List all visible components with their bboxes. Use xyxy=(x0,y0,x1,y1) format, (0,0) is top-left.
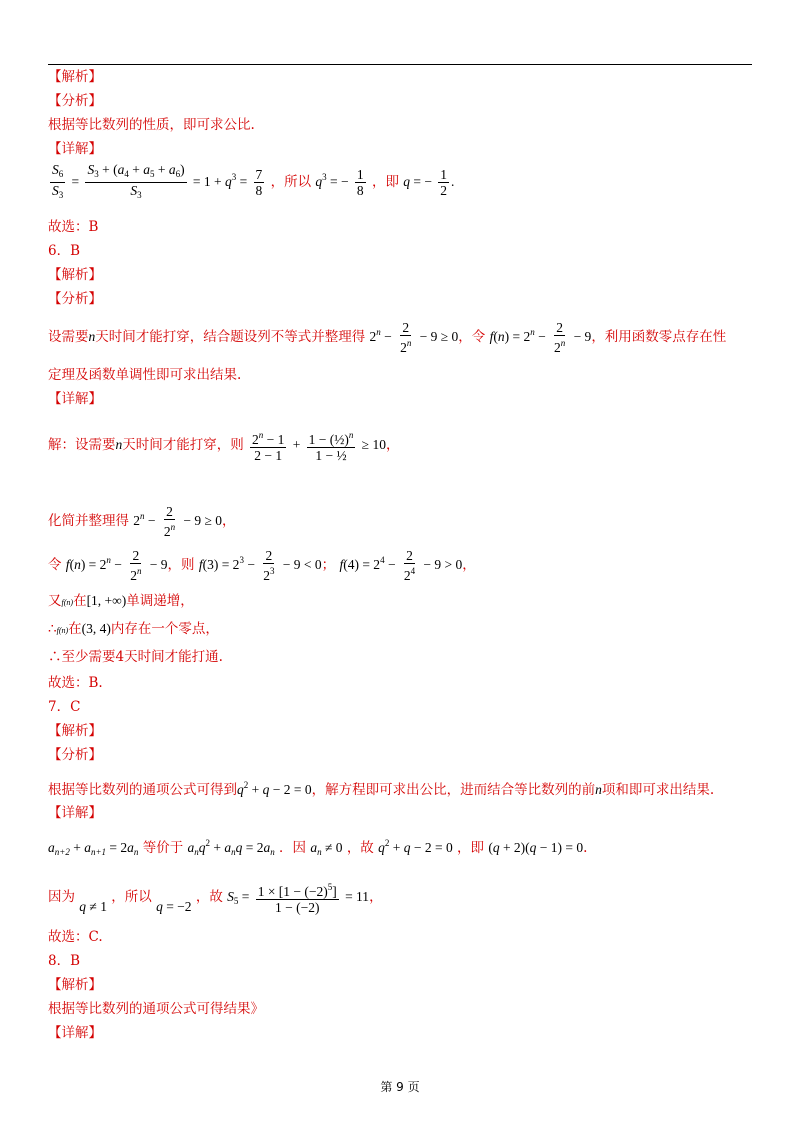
q6-detail-line5: ∴f(n)在(3, 4)内存在一个零点， xyxy=(48,621,219,637)
q6-detail-line6: ∴至少需要4天时间才能打通. xyxy=(48,649,223,665)
q5-answer: 故选：B xyxy=(48,219,99,235)
q7-detail-line1: $a_{n+2} + a_{n+1} = 2a_n$ 等价于 $a_nq^2 + a_nq = 2a_n$ ．因 $a_n \ne 0$ ，故 $q^2 + q - 2 = 0$ ，即 (q + 2)(q − 1) = 0. xyxy=(48,838,588,857)
q6-analysis-line2: 定理及函数单调性即可求出结果. xyxy=(48,367,242,383)
label-fenxi: 【分析】 xyxy=(48,747,102,763)
q6-detail-line4: 又f(n)在[1, +∞)单调递增， xyxy=(48,593,194,609)
q6-analysis-line1: 设需要n天时间才能打穿，结合题设列不等式并整理得 $2^n$ − $\frac{2}{2^n}$ − 9 ≥ 0，令 $f(n) = 2^n$ − $\frac{2}{2^n}$ − 9，利用函数零点存在性 xyxy=(48,320,727,355)
q5-detail-formula: $\frac{S_6}{S_3}$ = $\frac{S_3 + (a_4 + a_5 + a_6)}{S_3}$ = $1 + q^3$ = $\frac{7}{8}$ ，所以 $q^3$ = − $\frac{1}{8}$ ，即 q = − $\frac{1}{2}$ . xyxy=(52,162,455,200)
q5-analysis: 根据等比数列的性质，即可求公比. xyxy=(48,117,255,133)
label-jiexi: 【解析】 xyxy=(48,267,102,283)
q6-answer: 故选：B. xyxy=(48,675,103,691)
label-fenxi: 【分析】 xyxy=(48,291,102,307)
label-fenxi: 【分析】 xyxy=(48,93,102,109)
label-jiexi: 【解析】 xyxy=(48,69,102,85)
header-rule xyxy=(48,64,752,65)
q6-number: 6．B xyxy=(48,243,81,259)
q7-number: 7．C xyxy=(48,699,81,715)
label-xiangjie: 【详解】 xyxy=(48,1025,102,1041)
label-jiexi: 【解析】 xyxy=(48,977,102,993)
label-xiangjie: 【详解】 xyxy=(48,391,102,407)
q7-answer: 故选：C. xyxy=(48,929,103,945)
q6-detail-line1: 解：设需要n天时间才能打穿，则 $\frac{2^n - 1}{2 - 1}$ + $\frac{1 - (\frac{1}{2})^n}{\text{1 − ½}}$ ≥ 10， xyxy=(48,430,400,463)
q7-analysis: 根据等比数列的通项公式可得到$q^2 + q - 2 = 0$，解方程即可求出公比，进而结合等比数列的前n项和即可求出结果. xyxy=(48,780,715,798)
q6-detail-line3: 令 $f(n) = 2^n$ − $\frac{2}{2^n}$ − 9，则 $f(3) = 2^3$ − $\frac{2}{2^3}$ − 9 < 0； $f(4) = 2^4$ − $\frac{2}{2^4}$ − 9 > 0， xyxy=(48,548,476,583)
label-xiangjie: 【详解】 xyxy=(48,141,102,157)
label-xiangjie: 【详解】 xyxy=(48,805,102,821)
q6-detail-line2: 化简并整理得 $2^n$ − $\frac{2}{2^n}$ − 9 ≥ 0， xyxy=(48,504,236,539)
q8-number: 8．B xyxy=(48,953,81,969)
label-jiexi: 【解析】 xyxy=(48,723,102,739)
q8-analysis: 根据等比数列的通项公式可得结果》 xyxy=(48,1001,264,1017)
q7-detail-line2: 因为 q ≠ 1 ，所以 q = −2 ，故 $S_5$ = $\frac{1 \times [1 - (-2)^5]}{1 - (-2)}$ = 11， xyxy=(48,882,383,915)
page-number: 第 9 页 xyxy=(380,1080,420,1094)
